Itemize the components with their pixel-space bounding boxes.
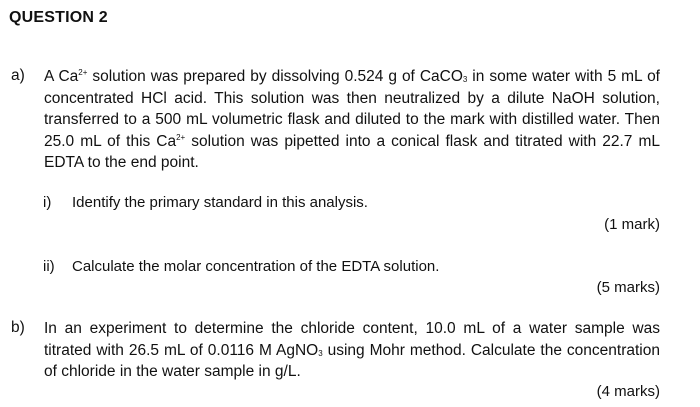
subquestion-ii-label: ii) (43, 258, 55, 275)
part-a-text-seg1: A Ca (44, 68, 79, 85)
part-a-text-seg3: in some water with 5 mL of concentrated HCl acid. This solution was then neutralized by a dilute NaOH solution, transferred to a 500 mL volumetric flask and diluted to the mark with distilled water. Then 25.0 mL of this Ca (44, 68, 660, 150)
part-a-charge-2: 2+ (176, 132, 186, 142)
subquestion-i-text: Identify the primary standard in this analysis. (72, 194, 368, 211)
part-b-subscript-1: 3 (318, 348, 323, 358)
part-b-text (44, 318, 660, 383)
part-a-label: a) (11, 67, 25, 84)
part-a-text-seg4: solution was pipetted into a conical flask and titrated with 22.7 mL EDTA to the end point. (44, 132, 660, 171)
subquestion-ii-marks: (5 marks) (596, 279, 660, 296)
part-a-text-seg2: solution was prepared by dissolving 0.524 g of CaCO (87, 68, 463, 85)
part-b-label: b) (11, 319, 25, 336)
part-b-text-seg2: using Mohr method. Calculate the concentration of chloride in the water sample in g/L. (44, 341, 660, 380)
part-a-subscript-1: 3 (462, 75, 468, 84)
subquestion-i-marks: (1 mark) (604, 216, 660, 233)
question-title: QUESTION 2 (9, 9, 108, 26)
subquestion-i-label: i) (43, 194, 52, 211)
part-a-text (44, 66, 660, 174)
part-a-charge-1: 2+ (78, 68, 88, 77)
part-b-text-seg1: In an experiment to determine the chloride content, 10.0 mL of a water sample was titrated with 26.5 mL of 0.0116 M AgNO (44, 320, 660, 359)
part-b-marks: (4 marks) (596, 383, 660, 400)
subquestion-ii-text: Calculate the molar concentration of the EDTA solution. (72, 258, 440, 275)
